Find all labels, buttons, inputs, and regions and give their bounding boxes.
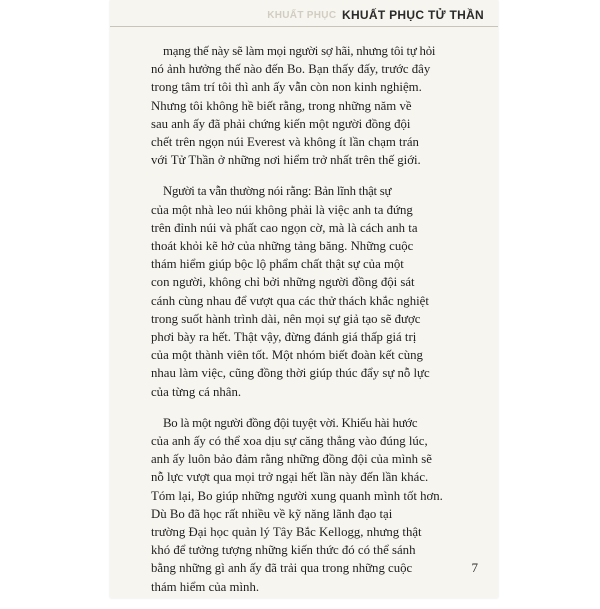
text-line: anh ấy luôn bảo đảm rằng những đồng đội của mình sẽ bbox=[151, 452, 432, 467]
text-line: Dù Bo đã học rất nhiều về kỹ năng lãnh đạo tại bbox=[151, 506, 393, 521]
text-line: thoát khỏi kẽ hở của những tảng băng. Những cuộc bbox=[151, 239, 414, 254]
text-line: của anh ấy có thể xoa dịu sự căng thẳng vào đúng lúc, bbox=[151, 434, 428, 449]
text-line: bằng những gì anh ấy đã trải qua trong những cuộc bbox=[151, 561, 413, 576]
text-line: với Tử Thần ở những nơi hiểm trở nhất trên thế giới. bbox=[151, 153, 421, 168]
paragraph bbox=[151, 182, 471, 400]
text-line: thám hiểm giúp bộc lộ phẩm chất thật sự của một bbox=[151, 257, 404, 272]
paragraph bbox=[151, 414, 471, 596]
running-head bbox=[267, 8, 484, 22]
text-line: con người, không chỉ bởi những người đồng đội sát bbox=[151, 275, 415, 290]
text-line: trong tâm trí tôi thì anh ấy vẫn còn non kinh nghiệm. bbox=[151, 80, 422, 95]
text-line: trong suốt hành trình dài, nên mọi sự giả tạo sẽ được bbox=[151, 311, 421, 326]
text-line: Nhưng tôi không hề biết rằng, trong những năm về bbox=[151, 98, 412, 113]
text-line: mạng thế này sẽ làm mọi người sợ hãi, nhưng tôi tự hỏi bbox=[163, 44, 436, 58]
text-line: trên đỉnh núi và phất cao ngọn cờ, mà là cách anh ta bbox=[151, 220, 418, 235]
text-line: cánh cùng nhau để vượt qua các thử thách khắc nghiệt bbox=[151, 293, 429, 308]
header-rule bbox=[110, 26, 498, 27]
text-line: của từng cá nhân. bbox=[151, 384, 242, 399]
book-page bbox=[110, 0, 498, 598]
text-line: chết trên ngọn núi Everest và không ít lần chạm trán bbox=[151, 135, 419, 150]
text-line: khó để tưởng tượng những kiến thức đó có thể sánh bbox=[151, 543, 416, 558]
text-line: của một thành viên tốt. Một nhóm biết đoàn kết cùng bbox=[151, 348, 423, 363]
text-line: thám hiểm của mình. bbox=[151, 579, 260, 594]
text-line: sau anh ấy đã phải chứng kiến một người đồng đội bbox=[151, 116, 411, 131]
running-head-title: KHUẤT PHỤC TỬ THẦN bbox=[341, 8, 484, 22]
text-line: nhau làm việc, cũng đồng thời giúp thúc đẩy sự nỗ lực bbox=[151, 366, 430, 381]
text-line: nỗ lực vượt qua mọi trở ngại hết lần này đến lần khác. bbox=[151, 470, 429, 485]
text-line: trường Đại học quản lý Tây Bắc Kellogg, nhưng thật bbox=[151, 525, 422, 540]
body-text bbox=[151, 42, 471, 609]
text-line: Tóm lại, Bo giúp những người xung quanh mình tốt hơn. bbox=[151, 488, 443, 503]
text-line: phơi bày ra hết. Thật vậy, đừng đánh giá thấp giá trị bbox=[151, 330, 417, 345]
paragraph bbox=[151, 42, 471, 169]
text-line: của một nhà leo núi không phải là việc anh ta đứng bbox=[151, 202, 413, 217]
text-line: nó ảnh hưởng thế nào đến Bo. Bạn thấy đấy, trước đây bbox=[151, 62, 431, 77]
text-line: Người ta vẫn thường nói rằng: Bản lĩnh thật sự bbox=[163, 184, 392, 199]
text-line: Bo là một người đồng đội tuyệt vời. Khiếu hài hước bbox=[163, 415, 418, 430]
running-head-ghost: KHUẤT PHỤC bbox=[267, 10, 337, 21]
page-number: 7 bbox=[471, 560, 478, 575]
